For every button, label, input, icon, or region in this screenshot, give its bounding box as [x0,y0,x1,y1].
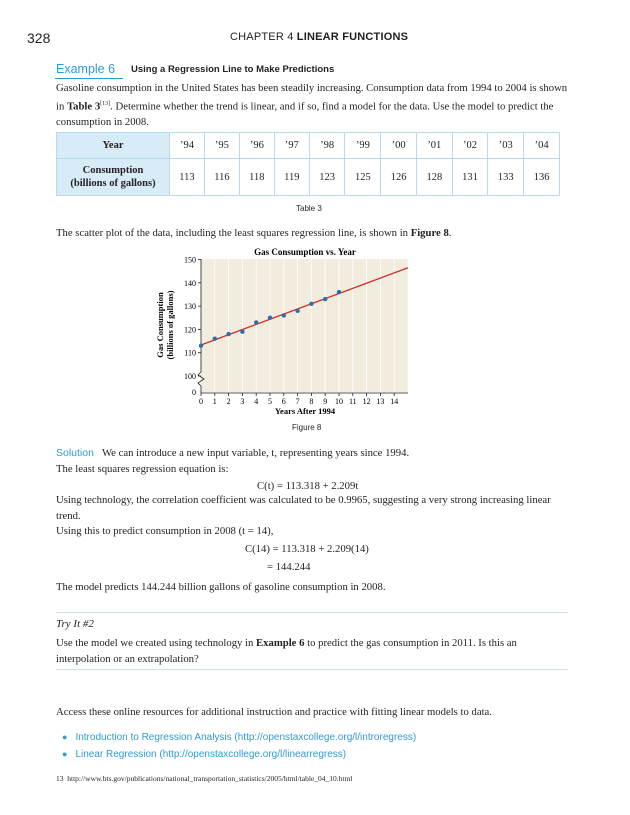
resource-link-regression-analysis[interactable]: Introduction to Regression Analysis (http://openstaxcollege.org/l/introregress) [75,732,417,743]
solution-intro [56,446,409,462]
try-it-text-1: Use the model we created using technology in [56,637,257,649]
figure-caption: Figure 8 [292,423,322,432]
value-cell: 116 [204,159,239,196]
x-ticks [199,393,398,406]
chapter-title: LINEAR FUNCTIONS [296,31,409,43]
value-cell: 123 [309,159,345,196]
scatter-intro-end: . [448,227,452,239]
try-it-title: Try It #2 [56,618,94,630]
x-tick-label: 14 [390,397,399,406]
correlation-text: Using technology, the correlation coefficient was calculated to be 0.9965, suggesting a very strong increasing linear trend. [56,494,551,522]
year-cell: ’94 [170,133,205,159]
predict-text: Using this to predict consumption in 2008 (t = 14), [56,525,274,537]
lsr-text: The least squares regression equation is: [56,463,229,475]
consumption-row [57,159,560,196]
x-tick-label: 11 [348,397,357,406]
value-cell: 119 [274,159,309,196]
table-caption: Table 3 [296,204,322,213]
data-point [295,309,299,313]
regression-equation: C(t) = 113.318 + 2.209t [257,480,359,492]
resources-intro: Access these online resources for additional instruction and practice with fitting linear models to data. [56,706,492,718]
value-cell: 126 [381,159,417,196]
data-point [282,313,286,317]
consumption-header-line2: (billions of gallons) [70,178,156,189]
page-number: 328 [27,30,51,46]
consumption-header-line1: Consumption [82,165,144,176]
example-intro [56,81,568,130]
x-tick-label: 8 [309,397,314,406]
resource-item [62,744,346,762]
value-cell: 125 [345,159,381,196]
scatter-chart [150,243,420,421]
intro-text-1: Gasoline consumption in the United States has been steadily increasing. Consumption data from 1994 to 2004 is shown in [56,82,568,113]
y-tick-label: 100 [184,372,196,381]
example-label: Example 6 [56,62,116,76]
consumption-header [57,159,170,196]
footnote [56,774,352,783]
x-tick-label: 10 [335,397,343,406]
x-tick-label: 13 [376,397,385,406]
intro-text-2: . Determine whether the trend is linear, and if so, find a model for the data. Use the model to predict the consumption in 2008. [56,100,554,128]
y-tick-label: 130 [184,302,196,312]
y-axis-label-line2: (billions of gallons) [165,290,175,360]
y-tick-label: 110 [184,348,196,358]
year-cell: ’00 [381,133,417,159]
value-cell: 118 [239,159,274,196]
table-reference[interactable]: Table 3 [67,100,101,113]
chapter-heading [230,31,408,43]
y-axis-label-line1: Gas Consumption [155,292,165,358]
year-header: Year [57,133,170,159]
x-tick-label: 3 [240,397,245,406]
try-it-text-2: to predict the gas consumption in 2011. Is this an interpolation or an extrapolation? [56,637,517,665]
x-tick-label: 4 [254,397,259,406]
value-cell: 128 [416,159,452,196]
data-point [323,297,327,301]
footnote-number: 13 [56,774,64,783]
y-tick-label: 140 [184,278,196,288]
year-cell: ’99 [345,133,381,159]
year-cell: ’03 [488,133,524,159]
scatter-intro [56,226,451,242]
solution-text: We can introduce a new input variable, t, representing years since 1994. [101,447,410,459]
x-tick-label: 1 [212,397,217,406]
bullet-icon: ● [62,749,68,759]
year-cell: ’02 [452,133,488,159]
resource-link-linear-regression[interactable]: Linear Regression (http://openstaxcollege.org/l/linearregress) [75,749,347,760]
year-cell: ’95 [204,133,239,159]
data-point [309,302,313,306]
y-ticks [184,256,201,382]
x-tick-label: 9 [323,397,328,406]
footnote-ref[interactable]: [13] [100,100,111,107]
chart-title: Gas Consumption vs. Year [254,247,356,257]
try-it-text [56,636,566,667]
data-point [240,330,244,334]
chapter-prefix: CHAPTER 4 [230,31,297,43]
value-cell: 113 [170,159,205,196]
year-cell: ’97 [274,133,309,159]
value-cell: 131 [452,159,488,196]
year-cell: ’01 [416,133,452,159]
solution-label: Solution [56,447,94,459]
prediction-result: = 144.244 [267,561,311,573]
x-tick-label: 6 [281,397,286,406]
x-tick-label: 5 [268,397,272,406]
y-tick-label: 150 [184,255,196,265]
data-point [337,290,341,294]
prediction-equation: C(14) = 113.318 + 2.209(14) [245,543,369,555]
y-origin-label: 0 [192,388,196,397]
year-row [57,133,560,159]
example-reference[interactable]: Example 6 [256,637,305,649]
x-tick-label: 2 [226,397,231,406]
value-cell: 133 [488,159,524,196]
bullet-icon: ● [62,732,68,742]
year-cell: ’04 [524,133,560,159]
data-point [226,332,230,336]
footnote-url[interactable]: http://www.bts.gov/publications/national_transportation_statistics/2005/html/table_04_10.html [67,774,353,783]
data-point [199,344,203,348]
scatter-intro-text: The scatter plot of the data, including the least squares regression line, is shown in [56,227,411,239]
consumption-table [56,132,560,196]
model-conclusion: The model predicts 144.244 billion gallons of gasoline consumption in 2008. [56,581,386,593]
figure-reference[interactable]: Figure 8 [410,227,449,239]
x-tick-label: 7 [295,397,300,406]
year-cell: ’96 [239,133,274,159]
x-tick-label: 12 [362,397,371,406]
example-title: Using a Regression Line to Make Predictions [131,64,335,75]
example-underline [55,78,123,79]
data-point [213,337,217,341]
value-cell: 136 [524,159,560,196]
x-tick-label: 0 [199,397,203,406]
y-tick-label: 120 [184,325,196,335]
resource-item [62,727,416,745]
x-axis-label: Years After 1994 [274,406,336,416]
data-point [268,316,272,320]
data-point [254,320,258,324]
year-cell: ’98 [309,133,345,159]
